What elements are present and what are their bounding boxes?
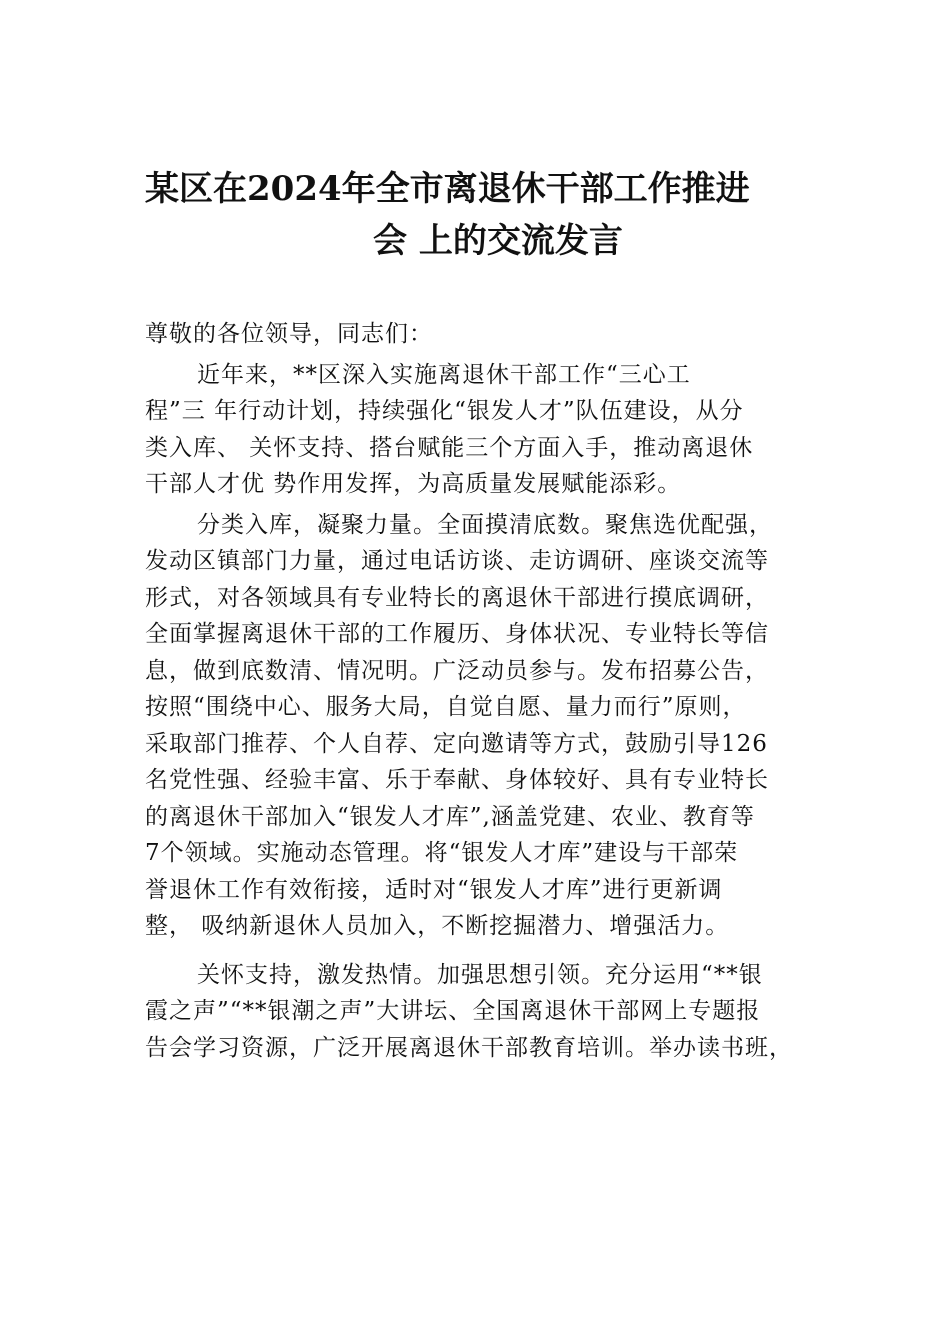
salutation-line: 尊敬的各位领导，同志们： [145,321,433,347]
paragraph-line: 息，做到底数清、情况明。广泛动员参与。发布招募公告， [145,657,769,684]
paragraph-line: 程”三 年行动计划，持续强化“银发人才”队伍建设，从分 [145,398,744,424]
document-title [145,163,825,267]
paragraph-line: 发动区镇部门力量，通过电话访谈、走访调研、座谈交流等 [145,548,769,574]
paragraph-line: 霞之声”“**银潮之声”大讲坛、全国离退休干部网上专题报 [145,998,761,1024]
paragraph-line: 的离退休干部加入“银发人才库”,涵盖党建、农业、教育等 [145,803,755,830]
paragraph-line: 形式，对各领域具有专业特长的离退休干部进行摸底调研， [145,584,769,611]
paragraph-line: 关怀支持，激发热情。加强思想引领。充分运用“**银 [197,961,763,988]
paragraph-line: 按照“围绕中心、服务大局，自觉自愿、量力而行”原则， [145,694,747,720]
title-line-1: 某区在2024年全市离退休干部工作推进 [145,169,750,209]
paragraph-line: 誉退休工作有效衔接，适时对“银发人才库”进行更新调 [145,876,723,903]
paragraph-care-support [145,957,825,1067]
paragraph-line: 整， 吸纳新退休人员加入，不断挖掘潜力、增强活力。 [145,913,730,939]
salutation [145,316,825,353]
paragraph-line: 7个领域。实施动态管理。将“银发人才库”建设与干部荣 [145,840,739,866]
paragraph-line: 全面掌握离退休干部的工作履历、身体状况、专业特长等信 [145,621,769,647]
paragraph-line: 分类入库，凝聚力量。全面摸清底数。聚焦选优配强， [197,511,773,538]
paragraph-line: 名党性强、经验丰富、乐于奉献、身体较好、具有专业特长 [145,767,769,793]
paragraph-line: 近年来，**区深入实施离退休干部工作“三心工 [197,361,691,388]
paragraph-line: 类入库、 关怀支持、搭台赋能三个方面入手，推动离退休 [145,434,754,461]
document-body [145,316,825,1066]
title-line-2: 会 上的交流发言 [373,221,623,261]
paragraph-intro [145,357,825,503]
paragraph-line: 告会学习资源，广泛开展离退休干部教育培训。举办读书班， [145,1034,793,1061]
paragraph-line: 干部人才优 势作用发挥，为高质量发展赋能添彩。 [145,471,682,497]
paragraph-line: 采取部门推荐、个人自荐、定向邀请等方式，鼓励引导126 [145,730,768,757]
paragraph-classification [145,507,825,945]
